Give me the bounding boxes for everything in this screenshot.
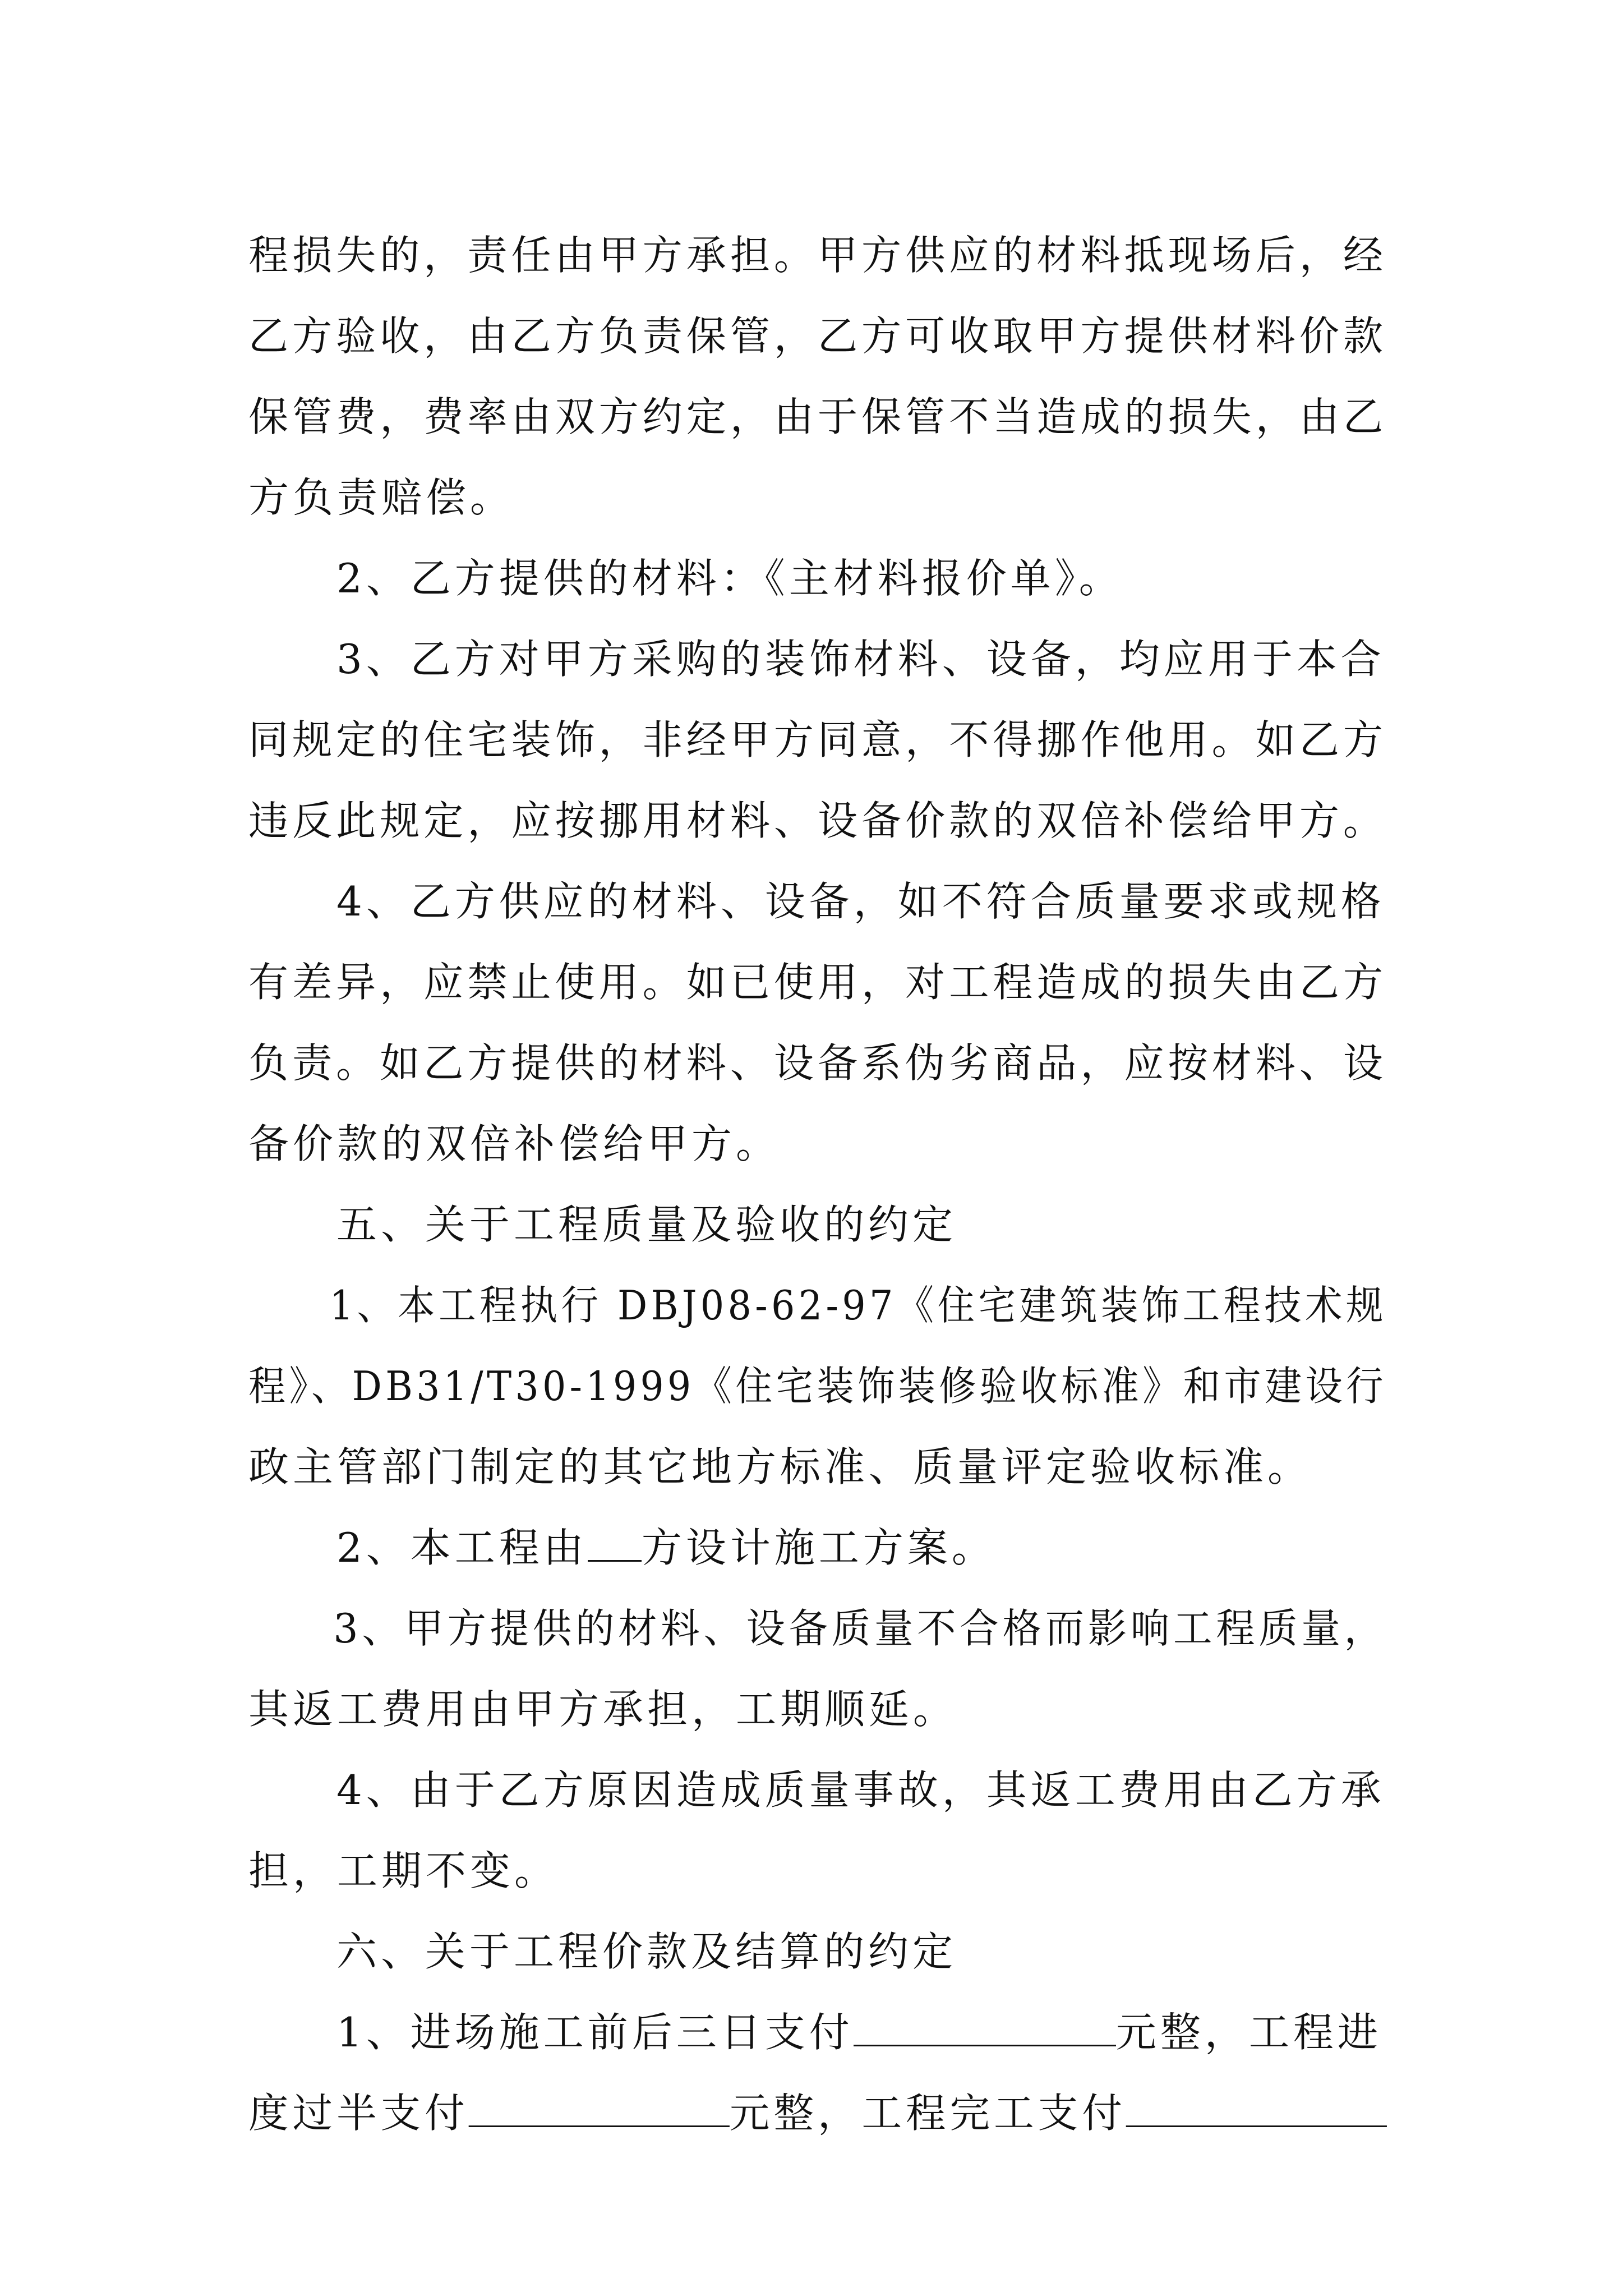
text-line: 程》、DB31/T30-1999《住宅装饰装修验收标准》和市建设行	[248, 1363, 1387, 1410]
text-line: 负责。如乙方提供的材料、设备系伪劣商品，应按材料、设	[248, 1039, 1387, 1087]
text-fragment: 方设计施工方案。	[641, 1524, 996, 1571]
text-line: 1、本工程执行 DBJ08-62-97《住宅建筑装饰工程技术规	[329, 1282, 1387, 1329]
blank-field	[469, 2087, 730, 2127]
text-line: 4、乙方供应的材料、设备，如不符合质量要求或规格	[336, 878, 1385, 925]
text-line: 乙方验收，由乙方负责保管，乙方可收取甲方提供材料价款	[248, 312, 1387, 360]
text-fragment: 元整，工程进	[1115, 2009, 1382, 2056]
blank-field	[588, 1522, 642, 1562]
section-heading: 五、关于工程质量及验收的约定	[336, 1201, 957, 1248]
section-heading: 六、关于工程价款及结算的约定	[336, 1928, 957, 1975]
text-line: 程损失的，责任由甲方承担。甲方供应的材料抵现场后，经	[248, 232, 1387, 279]
text-line: 4、由于乙方原因造成质量事故，其返工费用由乙方承	[336, 1766, 1385, 1814]
text-line: 方负责赔偿。	[248, 474, 515, 521]
text-line: 2、乙方提供的材料：《主材料报价单》。	[336, 555, 1123, 602]
text-line	[248, 1992, 1387, 2073]
text-fragment: 1、进场施工前后三日支付	[336, 2009, 854, 2056]
text-fragment: 2、本工程由	[336, 1524, 588, 1571]
text-line: 其返工费用由甲方承担，工期顺延。	[248, 1686, 958, 1733]
text-line	[248, 1507, 1387, 1588]
document-page	[248, 215, 1387, 2154]
text-line: 违反此规定，应按挪用材料、设备价款的双倍补偿给甲方。	[248, 797, 1387, 844]
text-line: 3、甲方提供的材料、设备质量不合格而影响工程质量，	[333, 1605, 1387, 1652]
text-line	[248, 2073, 1380, 2154]
text-line: 政主管部门制定的其它地方标准、质量评定验收标准。	[248, 1443, 1312, 1490]
text-line: 担，工期不变。	[248, 1847, 559, 1894]
text-line: 同规定的住宅装饰，非经甲方同意，不得挪作他用。如乙方	[248, 716, 1387, 763]
blank-field	[1126, 2087, 1387, 2127]
text-line: 保管费，费率由双方约定，由于保管不当造成的损失，由乙	[248, 393, 1387, 440]
text-line: 有差异，应禁止使用。如已使用，对工程造成的损失由乙方	[248, 959, 1387, 1006]
text-fragment: 元整，工程完工支付	[729, 2090, 1126, 2137]
text-fragment: 度过半支付	[248, 2090, 469, 2137]
text-line: 备价款的双倍补偿给甲方。	[248, 1120, 781, 1167]
text-line: 3、乙方对甲方采购的装饰材料、设备，均应用于本合	[336, 636, 1385, 683]
blank-field	[854, 2007, 1116, 2046]
